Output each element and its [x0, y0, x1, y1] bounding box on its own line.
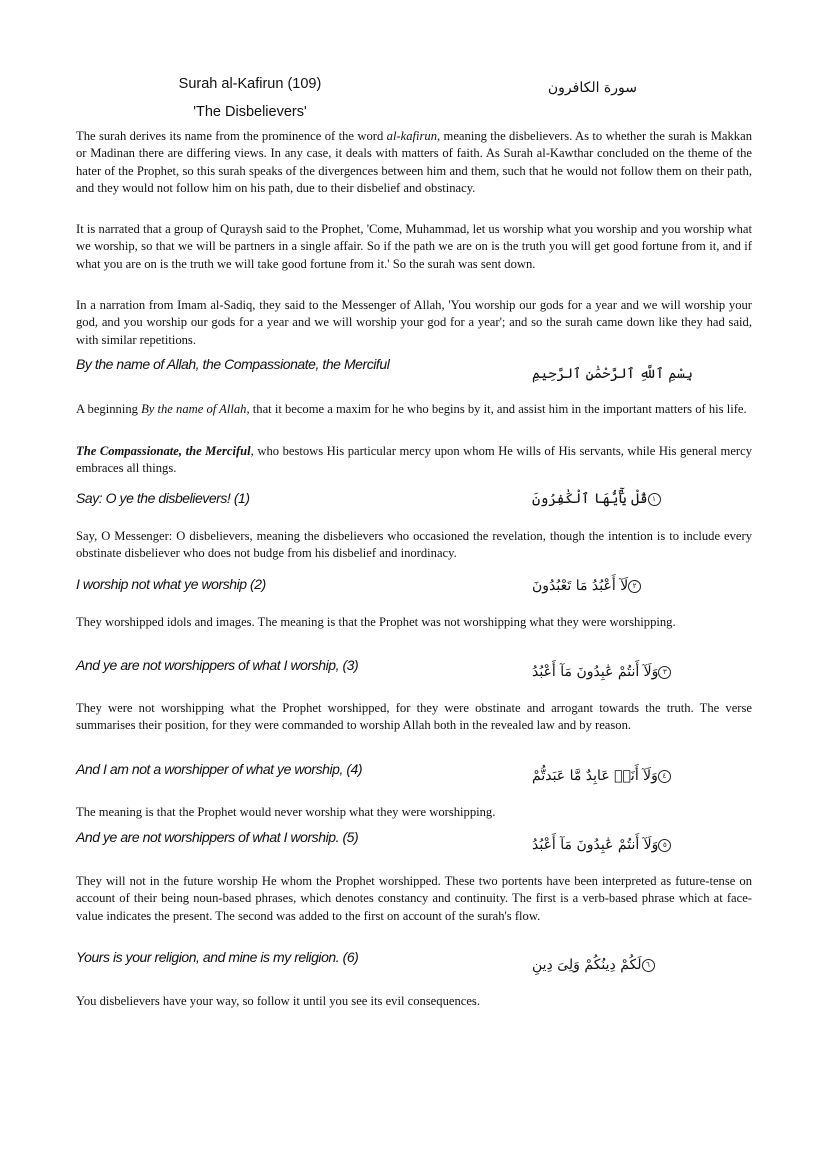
verse-arabic-text: وَلَآ أَنَا۠ عَابِدٌ مَّا عَبَدتُّمْ	[532, 768, 658, 784]
ayah-number-icon: ٦	[642, 959, 655, 972]
verse-english: And I am not a worshipper of what ye worship, (4)	[76, 761, 363, 777]
basmala-english: By the name of Allah, the Compassionate, the Merciful	[76, 356, 390, 372]
surah-subtitle: 'The Disbelievers'	[193, 104, 307, 120]
surah-title	[150, 70, 350, 126]
intro-text: The surah derives its name from the prominence of the word	[76, 129, 387, 143]
verse-arabic	[532, 835, 752, 855]
verse-arabic	[532, 955, 752, 975]
commentary-text: , that it become a maxim for he who begins by it, and assist him in the important matters of his life.	[246, 402, 747, 416]
verse-commentary: The meaning is that the Prophet would never worship what they were worshipping.	[76, 805, 496, 819]
ayah-number-icon: ١	[648, 493, 661, 506]
verse-english: And ye are not worshippers of what I worship, (3)	[76, 657, 359, 673]
basmala-commentary-2	[76, 443, 752, 478]
intro-paragraph-2: It is narrated that a group of Quraysh said to the Prophet, 'Come, Muhammad, let us worship what you worship and you worship what we worship, so that we will be partners in a single affair. So if the path we are on is the truth you will get good fortune from it, and if what you are on is the truth we will take good fortune from it.' So the surah was sent down.	[76, 222, 752, 271]
verse-arabic	[532, 576, 752, 596]
verse-english: Say: O ye the disbelievers! (1)	[76, 490, 250, 506]
basmala-arabic: بِسْمِ ٱللَّهِ ٱلرَّحْمَٰنِ ٱلرَّحِيمِ	[532, 366, 694, 382]
surah-title-arabic: سورة الكافرون	[547, 80, 637, 96]
basmala-commentary-1	[76, 401, 752, 418]
verse-arabic	[532, 489, 752, 509]
ayah-number-icon: ٥	[658, 839, 671, 852]
ayah-number-icon: ٣	[658, 666, 671, 679]
commentary-term: By the name of Allah	[141, 402, 247, 416]
ayah-number-icon: ٢	[628, 580, 641, 593]
verse-english: And ye are not worshippers of what I worship. (5)	[76, 829, 359, 845]
verse-arabic-text: وَلَآ أَنتُمْ عَٰبِدُونَ مَآ أَعْبُدُ	[532, 664, 659, 680]
verse-commentary: They worshipped idols and images. The meaning is that the Prophet was not worshipping what they were worshipping.	[76, 615, 676, 629]
commentary-term: The Compassionate, the Merciful	[76, 444, 251, 458]
commentary-text: A beginning	[76, 402, 142, 416]
intro-paragraph-1	[76, 128, 752, 198]
verse-commentary: Say, O Messenger: O disbelievers, meaning the disbelievers who occasioned the revelation, though the intention is to include every obstinate disbeliever who does not budge from his disbelief and inordinacy.	[76, 529, 752, 561]
verse-commentary: They will not in the future worship He whom the Prophet worshipped. These two portents have been interpreted as future-tense on account of their being noun-based phrases, which denotes constancy and continuity. The first is a verb-based phrase which at face-value indicates the present. The second was added to the first on account of the surah's flow.	[76, 874, 752, 923]
verse-arabic-text: وَلَآ أَنتُمْ عَٰبِدُونَ مَآ أَعْبُدُ	[532, 837, 659, 853]
verse-arabic-text: لَكُمْ دِينُكُمْ وَلِىَ دِينِ	[532, 957, 642, 973]
verse-english: I worship not what ye worship (2)	[76, 576, 266, 592]
verse-arabic-text: قُلْ يَٰٓأَيُّهَا ٱلْكَٰفِرُونَ	[532, 491, 648, 507]
verse-arabic-text: لَآ أَعْبُدُ مَا تَعْبُدُونَ	[532, 578, 629, 594]
verse-arabic	[532, 766, 752, 786]
surah-title-line: Surah al-Kafirun (109)	[178, 76, 322, 92]
intro-paragraph-3: In a narration from Imam al-Sadiq, they said to the Messenger of Allah, 'You worship our gods for a year and we will worship your god, and you worship our gods for a year and we will worship your god for a year'; and so the surah came down like they had said, with similar repetitions.	[76, 298, 752, 347]
intro-term: al-kafirun	[386, 129, 438, 143]
verse-english: Yours is your religion, and mine is my religion. (6)	[76, 949, 359, 965]
verse-commentary: You disbelievers have your way, so follow it until you see its evil consequences.	[76, 994, 480, 1008]
commentary-text: , who bestows His particular mercy upon whom He wills of His servants, while His general mercy embraces all things.	[76, 444, 752, 476]
ayah-number-icon: ٤	[658, 770, 671, 783]
verse-arabic	[532, 662, 752, 682]
intro-text: , meaning the disbelievers. As to whether the surah is Makkan or Madinan there are differing views. In any case, it deals with matters of faith. As Surah al-Kawthar concluded on the theme of the hater of the Prophet, so this surah speaks of the divergences between him and them, such that he would not follow them on their path, and they would not follow him on his path, due to their disbelief and obstinacy.	[76, 129, 752, 196]
verse-commentary: They were not worshipping what the Prophet worshipped, for they were obstinate and arrogant towards the truth. The verse summarises their position, for they were commanded to worship Allah both in the revealed law and by reason.	[76, 701, 752, 733]
